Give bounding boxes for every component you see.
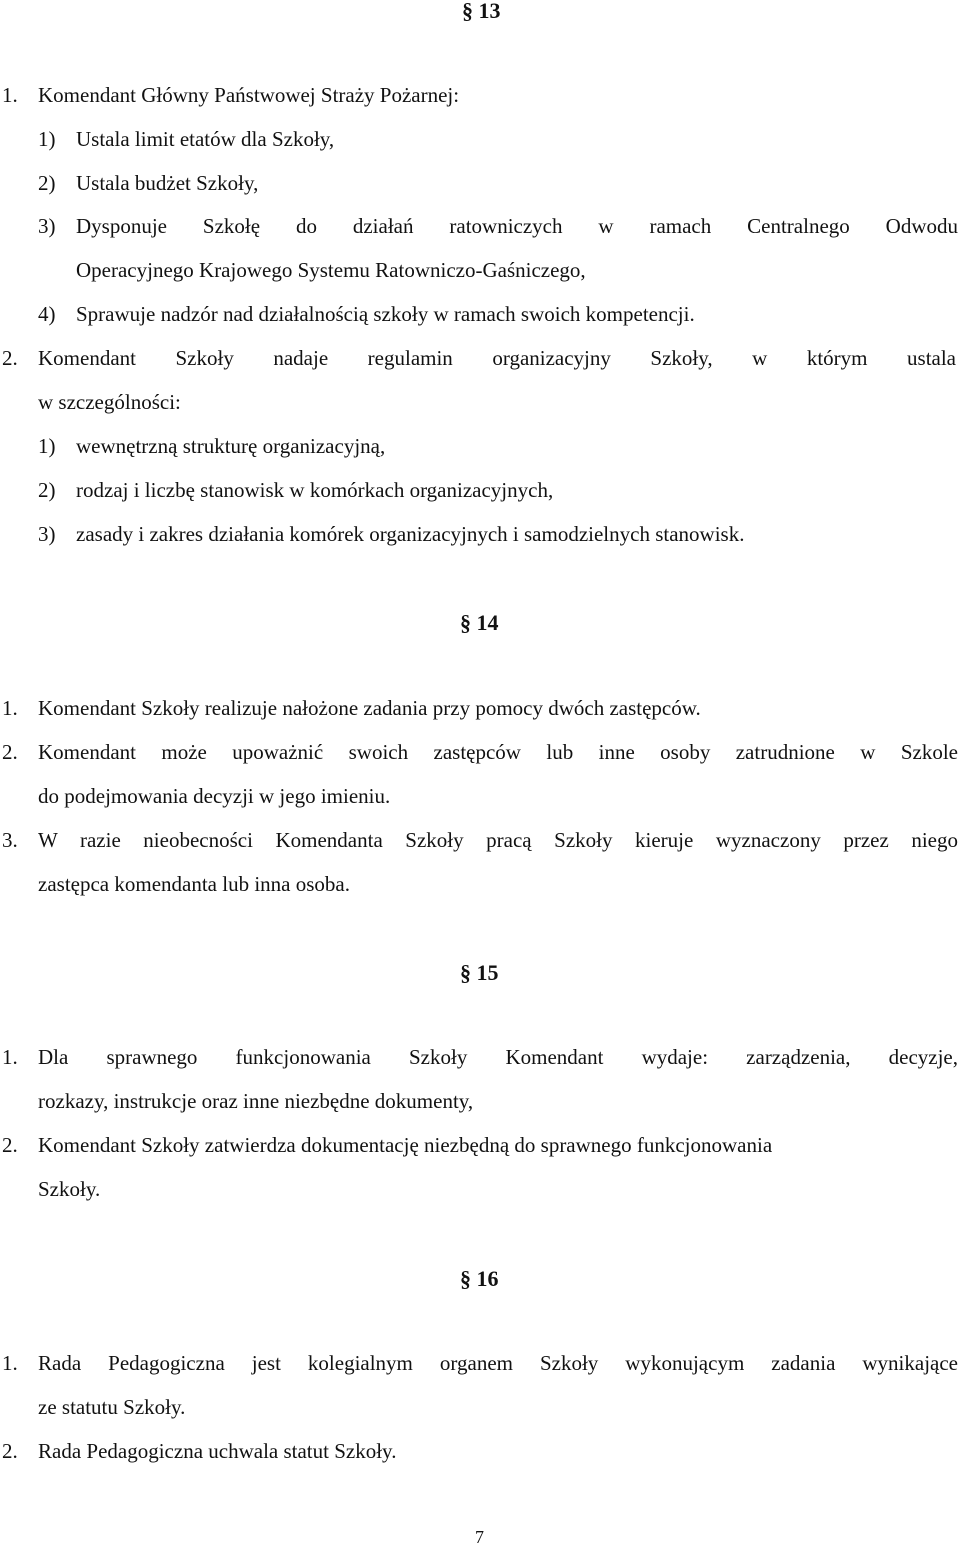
s15-p1-text: Dla sprawnego funkcjonowania Szkoły Komendant wydaje: zarządzenia, decyzje,: [38, 1045, 958, 1069]
s14-p2-text: Komendant może upoważnić swoich zastępców lub inne osoby zatrudnione w Szkole: [38, 740, 958, 764]
s14-p3-text: W razie nieobecności Komendanta Szkoły pracą Szkoły kieruje wyznaczony przez niego: [38, 828, 958, 852]
s13-item2-number: 2): [38, 171, 56, 195]
s15-p2-text: Komendant Szkoły zatwierdza dokumentację niezbędną do sprawnego funkcjonowania: [38, 1133, 773, 1157]
s14-p3-continuation: zastępca komendanta lub inna osoba.: [38, 872, 350, 896]
s13-list2-item2-number: 2): [38, 478, 56, 502]
s13-list2-item3-number: 3): [38, 522, 56, 546]
s15-p2-continuation: Szkoły.: [38, 1177, 101, 1201]
s13-list2-item2-text: rodzaj i liczbę stanowisk w komórkach organizacyjnych,: [76, 478, 554, 502]
s13-item2-text: Ustala budżet Szkoły,: [76, 171, 259, 195]
s13-item3-number: 3): [38, 214, 56, 238]
s13-item1-text: Ustala limit etatów dla Szkoły,: [76, 127, 335, 151]
section-15-heading: § 15: [460, 960, 499, 985]
s14-p1-number: 1.: [2, 696, 18, 720]
s13-item4-number: 4): [38, 302, 56, 326]
s16-p2-number: 2.: [2, 1439, 18, 1463]
s13-item1-number: 1): [38, 127, 56, 151]
s14-p1-text: Komendant Szkoły realizuje nałożone zadania przy pomocy dwóch zastępców.: [38, 696, 701, 720]
s14-p2-continuation: do podejmowania decyzji w jego imieniu.: [38, 784, 391, 808]
s13-p1-number: 1.: [2, 83, 18, 107]
s15-p2-number: 2.: [2, 1133, 18, 1157]
s13-item3-text: Dysponuje Szkołę do działań ratowniczych w ramach Centralnego Odwodu: [76, 214, 958, 238]
s13-item3-continuation: Operacyjnego Krajowego Systemu Ratowniczo-Gaśniczego,: [76, 258, 586, 282]
s13-p1-text: Komendant Główny Państwowej Straży Pożarnej:: [38, 83, 460, 107]
s16-p1-text: Rada Pedagogiczna jest kolegialnym organem Szkoły wykonującym zadania wynikające: [38, 1351, 958, 1375]
s13-item4-text: Sprawuje nadzór nad działalnością szkoły w ramach swoich kompetencji.: [76, 302, 695, 326]
s15-p1-continuation: rozkazy, instrukcje oraz inne niezbędne dokumenty,: [38, 1089, 474, 1113]
s13-list2-item1-number: 1): [38, 434, 56, 458]
section-14-heading: § 14: [460, 610, 499, 635]
section-13-heading: § 13: [462, 0, 501, 23]
s13-list2-item1-text: wewnętrzną strukturę organizacyjną,: [76, 434, 386, 458]
s16-p1-continuation: ze statutu Szkoły.: [38, 1395, 186, 1419]
s16-p2-text: Rada Pedagogiczna uchwala statut Szkoły.: [38, 1439, 397, 1463]
s13-p2-continuation: w szczególności:: [38, 390, 181, 414]
s14-p2-number: 2.: [2, 740, 18, 764]
page-number: 7: [475, 1527, 484, 1547]
s16-p1-number: 1.: [2, 1351, 18, 1375]
s13-p2-text: Komendant Szkoły nadaje regulamin organizacyjny Szkoły, w którym ustala: [38, 346, 956, 370]
section-16-heading: § 16: [460, 1266, 499, 1291]
s14-p3-number: 3.: [2, 828, 18, 852]
s15-p1-number: 1.: [2, 1045, 18, 1069]
s13-p2-number: 2.: [2, 346, 18, 370]
s13-list2-item3-text: zasady i zakres działania komórek organizacyjnych i samodzielnych stanowisk.: [76, 522, 745, 546]
